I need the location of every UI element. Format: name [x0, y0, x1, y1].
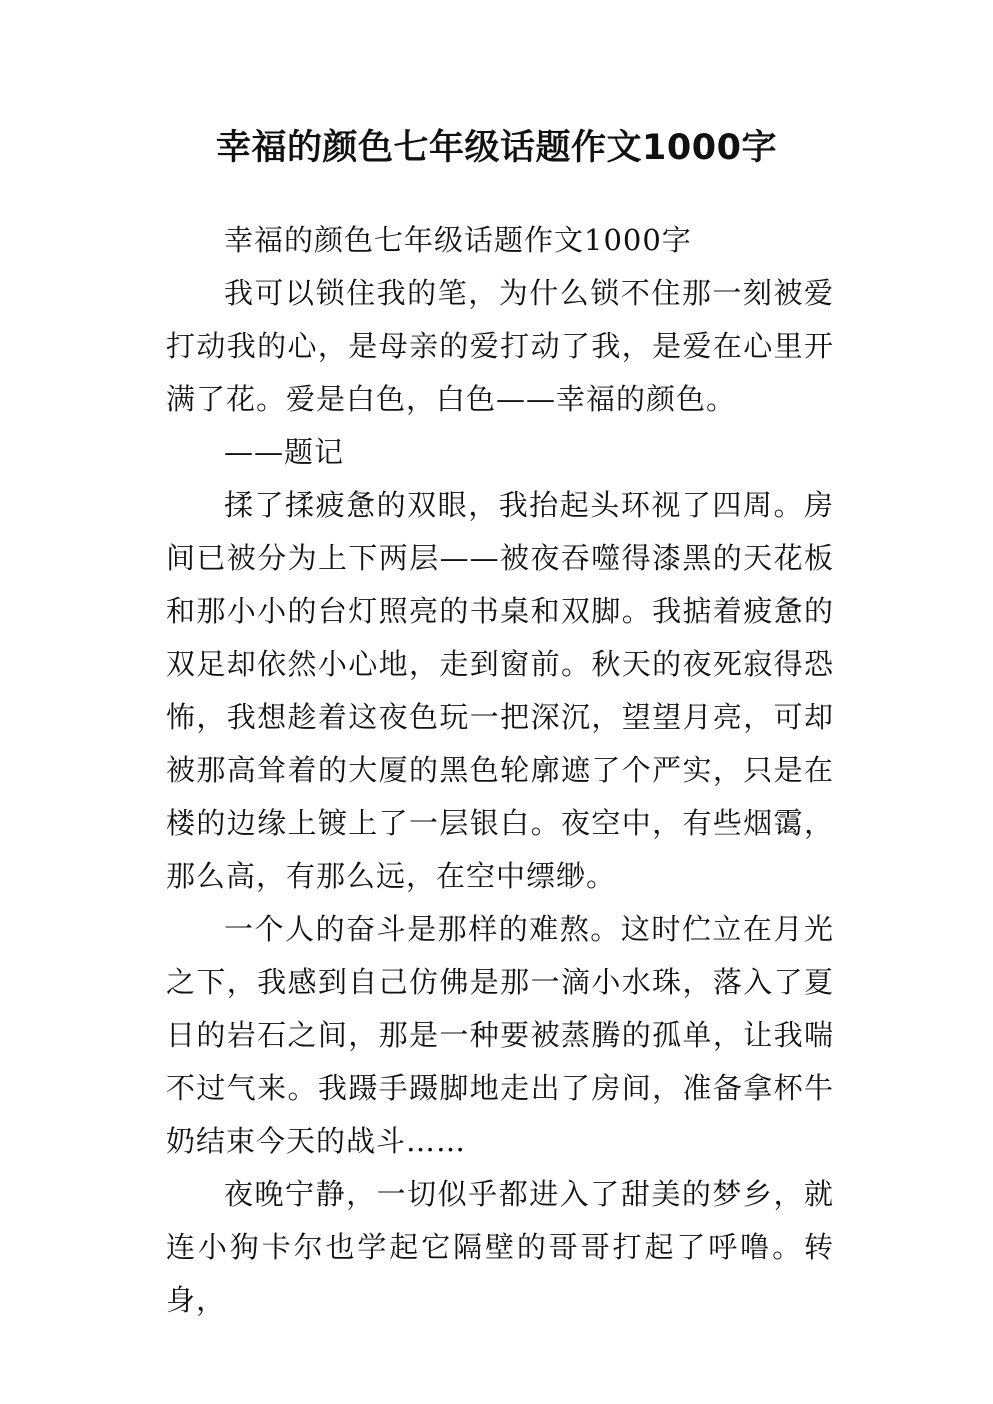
- page-title: 幸福的颜色七年级话题作文1000字: [216, 128, 777, 168]
- paragraph-epigraph: 我可以锁住我的笔，为什么锁不住那一刻被爱打动我的心，是母亲的爱打动了我，是爱在心里开满了花。爱是白色，白色——幸福的颜色。: [166, 276, 834, 416]
- paragraph: 夜晚宁静，一切似乎都进入了甜美的梦乡，就连小狗卡尔也学起它隔壁的哥哥打起了呼噜。转身，: [166, 1177, 834, 1317]
- article-body: [166, 214, 834, 1327]
- paragraph: 一个人的奋斗是那样的难熬。这时伫立在月光之下，我感到自己仿佛是那一滴小水珠，落入了夏日的岩石之间，那是一种要被蒸腾的孤单，让我喘不过气来。我蹑手蹑脚地走出了房间，准备拿杯牛奶结束今天的战斗……: [166, 912, 834, 1158]
- paragraph-heading: 幸福的颜色七年级话题作文1000字: [224, 223, 692, 257]
- paragraph-epigraph-attribution: ——题记: [224, 435, 345, 469]
- paragraph: 揉了揉疲惫的双眼，我抬起头环视了四周。房间已被分为上下两层——被夜吞噬得漆黑的天花板和那小小的台灯照亮的书桌和双脚。我掂着疲惫的双足却依然小心地，走到窗前。秋天的夜死寂得恐怖，我想趁着这夜色玩一把深沉，望望月亮，可却被那高耸着的大厦的黑色轮廓遮了个严实，只是在楼的边缘上镀上了一层银白。夜空中，有些烟霭，那么高，有那么远，在空中缥缈。: [166, 488, 834, 893]
